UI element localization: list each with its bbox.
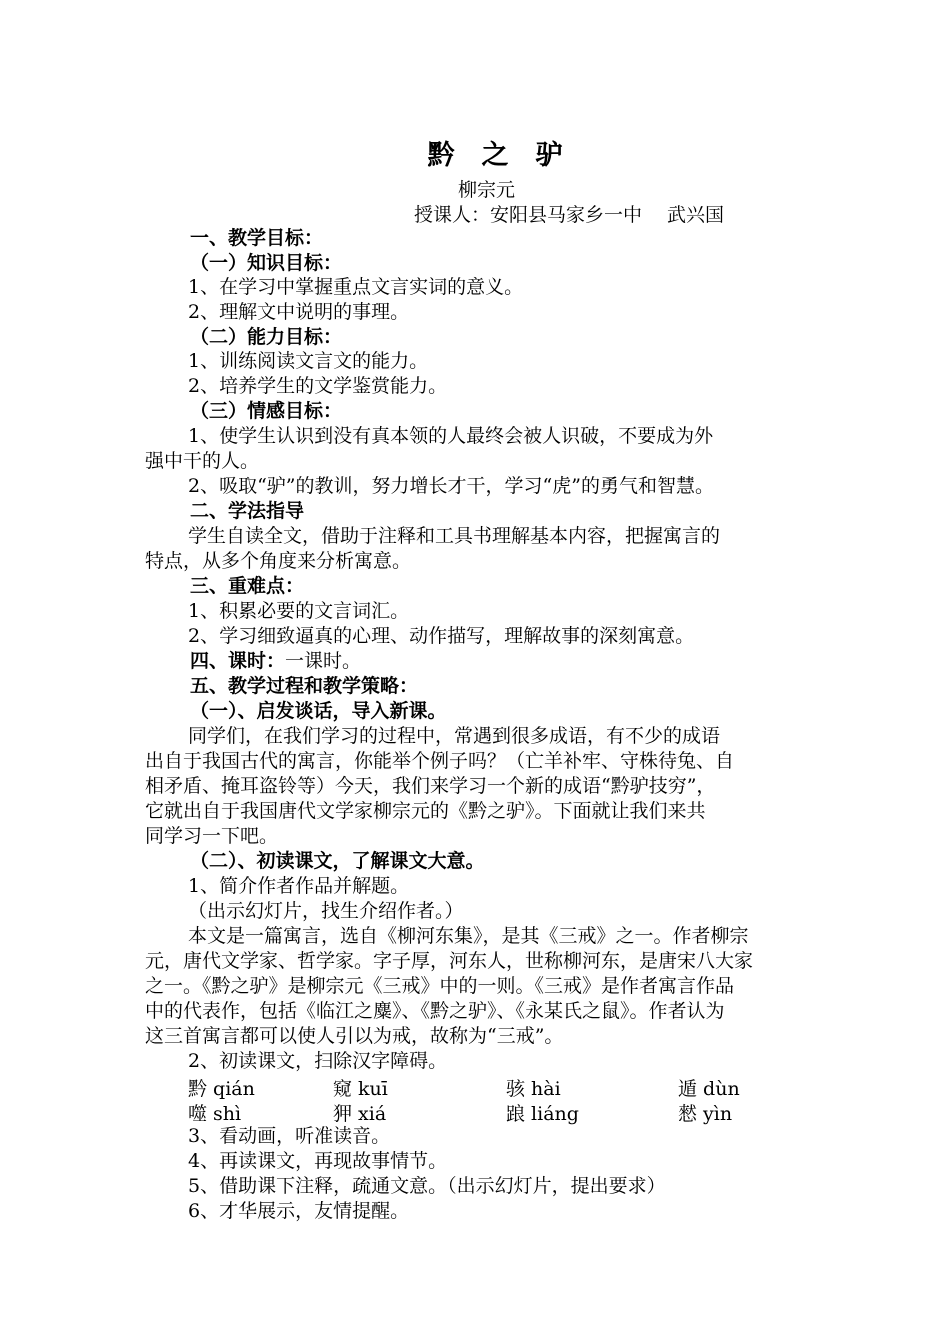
section-1-heading: 一、教学目标： (190, 227, 324, 249)
author-paragraph-line-2: 元，唐代文学家、哲学家。字子厚，河东人，世称柳河东，是唐宋八大家 (145, 950, 754, 972)
author-paragraph-line-3: 之一。《黔之驴》是柳宗元《三戒》中的一则。《三戒》是作者寓言作品 (145, 975, 735, 997)
document-title: 黔 之 驴 (427, 140, 563, 171)
author-paragraph-line-1: 本文是一篇寓言，选自《柳河东集》，是其《三戒》之一。作者柳宗 (188, 925, 749, 947)
pinyin-item: 遁 dùn (678, 1078, 740, 1100)
section-4-heading: 四、课时： (190, 650, 286, 672)
key-point-2: 2、学习细致逼真的心理、动作描写，理解故事的深刻寓意。 (188, 625, 695, 647)
pinyin-item: 骇 hài (506, 1078, 561, 1100)
section-4 (190, 649, 361, 673)
pinyin-item: 憖 yìn (678, 1103, 733, 1125)
emotion-goal-1-line-b: 强中干的人。 (145, 450, 260, 472)
knowledge-goal-1: 1、在学习中掌握重点文言实词的意义。 (188, 276, 524, 298)
emotion-goal-1-line-a: 1、使学生认识到没有真本领的人最终会被人识破，不要成为外 (188, 425, 714, 447)
author-paragraph-line-4: 中的代表作，包括《临江之麋》、《黔之驴》、《永某氏之鼠》。作者认为 (145, 1000, 725, 1022)
ability-goal-1: 1、训练阅读文言文的能力。 (188, 350, 429, 372)
pinyin-item: 噬 shì (188, 1103, 242, 1125)
task-1-note: （出示幻灯片，找生介绍作者。） (188, 900, 464, 922)
pinyin-item: 踉 liáng (506, 1103, 579, 1125)
knowledge-goal-2: 2、理解文中说明的事理。 (188, 301, 410, 323)
lecturer-info: 授课人：安阳县马家乡一中 武兴国 (414, 204, 725, 226)
step-2-heading: （二）、初读课文，了解课文大意。 (190, 850, 485, 872)
section-2-heading: 二、学法指导 (190, 500, 305, 522)
section-5-heading: 五、教学过程和教学策略： (190, 675, 419, 697)
method-text-line-a: 学生自读全文，借助于注释和工具书理解基本内容，把握寓言的 (188, 525, 721, 547)
step-1-heading: （一）、启发谈话，导入新课。 (190, 700, 447, 722)
task-3: 3、看动画，听准读音。 (188, 1125, 391, 1147)
author-paragraph-line-5: 这三首寓言都可以使人引以为戒，故称为“三戒”。 (145, 1025, 564, 1047)
section-4-text: 一课时。 (285, 650, 362, 672)
intro-paragraph-line-5: 同学习一下吧。 (145, 825, 279, 847)
knowledge-goal-heading: （一）知识目标： (190, 252, 343, 274)
pinyin-item: 狎 xiá (333, 1103, 387, 1125)
emotion-goal-heading: （三）情感目标： (190, 400, 343, 422)
task-4: 4、再读课文，再现故事情节。 (188, 1150, 448, 1172)
intro-paragraph-line-4: 它就出自于我国唐代文学家柳宗元的《黔之驴》。下面就让我们来共 (145, 800, 706, 822)
key-point-1: 1、积累必要的文言词汇。 (188, 600, 410, 622)
task-2: 2、初读课文，扫除汉字障碍。 (188, 1050, 448, 1072)
ability-goal-2: 2、培养学生的文学鉴赏能力。 (188, 375, 448, 397)
emotion-goal-2: 2、吸取“驴”的教训，努力增长才干，学习“虎”的勇气和智慧。 (188, 475, 714, 497)
section-3-heading: 三、重难点： (190, 575, 305, 597)
task-6: 6、才华展示，友情提醒。 (188, 1200, 410, 1222)
pinyin-row-1 (188, 1074, 808, 1101)
task-5: 5、借助课下注释，疏通文意。（出示幻灯片，提出要求） (188, 1175, 666, 1197)
intro-paragraph-line-2: 出自于我国古代的寓言，你能举个例子吗？（亡羊补牢、守株待兔、自 (145, 750, 735, 772)
intro-paragraph-line-3: 相矛盾、掩耳盗铃等）今天，我们来学习一个新的成语“黔驴技穷”， (145, 775, 716, 797)
pinyin-row-2 (188, 1099, 808, 1126)
intro-paragraph-line-1: 同学们，在我们学习的过程中，常遇到很多成语，有不少的成语 (188, 725, 721, 747)
ability-goal-heading: （二）能力目标： (190, 326, 343, 348)
pinyin-item: 窥 kuī (333, 1078, 388, 1100)
pinyin-item: 黔 qián (188, 1078, 255, 1100)
task-1: 1、简介作者作品并解题。 (188, 875, 410, 897)
author-name: 柳宗元 (458, 179, 516, 201)
method-text-line-b: 特点，从多个角度来分析寓意。 (145, 550, 412, 572)
